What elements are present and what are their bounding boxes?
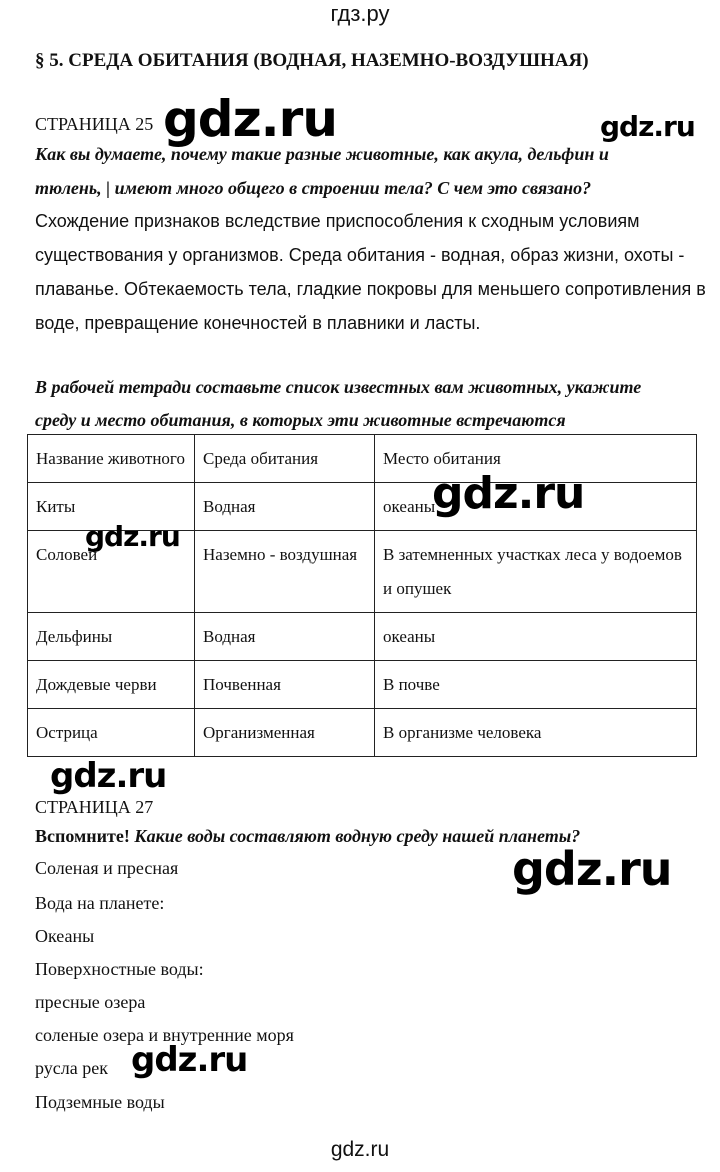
- watermark-large: gdz.ru: [163, 90, 337, 148]
- table-header-row: [28, 435, 697, 483]
- watermark-large: gdz.ru: [512, 842, 672, 896]
- site-footer[interactable]: gdz.ru: [330, 1138, 390, 1161]
- table-cell: В почве: [375, 661, 697, 709]
- table-cell: Дельфины: [28, 613, 195, 661]
- page-27-label: СТРАНИЦА 27: [35, 797, 154, 817]
- page-27-line: русла рек: [35, 1058, 108, 1078]
- table-cell: Киты: [28, 483, 195, 531]
- table-cell: Водная: [195, 613, 375, 661]
- page-27-line: Соленая и пресная: [35, 858, 179, 878]
- table-row: [28, 709, 697, 757]
- page-27-question: [35, 826, 580, 847]
- question-text: Какие воды составляют водную среду нашей планеты?: [129, 826, 581, 846]
- page-25-answer-line: Схождение признаков вследствие приспособления к сходным условиям: [35, 211, 640, 231]
- table-cell: Соловей: [28, 531, 195, 613]
- page-27-line: Подземные воды: [35, 1092, 165, 1112]
- page-27-line: Поверхностные воды:: [35, 959, 204, 979]
- table-cell: Острица: [28, 709, 195, 757]
- table-cell: Дождевые черви: [28, 661, 195, 709]
- table-header-cell: Среда обитания: [195, 435, 375, 483]
- watermark-small: gdz.ru: [600, 110, 695, 143]
- question-prefix: Вспомните!: [35, 826, 130, 846]
- table-row: [28, 613, 697, 661]
- table-cell: Организменная: [195, 709, 375, 757]
- table-cell: Наземно - воздушная: [195, 531, 375, 613]
- page-27-line: пресные озера: [35, 992, 146, 1012]
- table-header-cell: Место обитания: [375, 435, 697, 483]
- page-27-line: Океаны: [35, 926, 95, 946]
- table-cell: Почвенная: [195, 661, 375, 709]
- page-27-line: соленые озера и внутренние моря: [35, 1025, 294, 1045]
- page-25-answer-line: плаванье. Обтекаемость тела, гладкие покровы для меньшего сопротивления в: [35, 279, 706, 299]
- table-cell: Водная: [195, 483, 375, 531]
- page-25-task-line: среду и место обитания, в которых эти животные встречаются: [35, 410, 566, 430]
- table-row: [28, 661, 697, 709]
- animals-table: [27, 434, 697, 757]
- page-25-answer-line: существования у организмов. Среда обитания - водная, образ жизни, охоты -: [35, 245, 685, 265]
- table-header-cell: Название животного: [28, 435, 195, 483]
- page-25-question-line: тюлень, | имеют много общего в строении тела? С чем это связано?: [35, 178, 592, 198]
- page-27-line: Вода на планете:: [35, 893, 165, 913]
- table-cell: океаны: [375, 613, 697, 661]
- watermark-small: gdz.ru: [85, 520, 180, 553]
- page-25-answer-line: воде, превращение конечностей в плавники и ласты.: [35, 313, 481, 333]
- watermark-large: gdz.ru: [432, 468, 585, 519]
- section-title: § 5. СРЕДА ОБИТАНИЯ (ВОДНАЯ, НАЗЕМНО-ВОЗДУШНАЯ): [35, 50, 589, 71]
- table-cell: В организме человека: [375, 709, 697, 757]
- page-25-task-line: В рабочей тетради составьте список известных вам животных, укажите: [35, 377, 642, 397]
- page-25-label: СТРАНИЦА 25: [35, 114, 154, 134]
- table-cell: океаны: [375, 483, 697, 531]
- page-25-question-line: Как вы думаете, почему такие разные животные, как акула, дельфин и: [35, 144, 609, 164]
- table-cell: В затемненных участках леса у водоемов и опушек: [375, 531, 697, 613]
- watermark-medium: gdz.ru: [50, 756, 167, 796]
- watermark-medium: gdz.ru: [131, 1040, 248, 1080]
- site-header[interactable]: гдз.ру: [330, 1, 390, 26]
